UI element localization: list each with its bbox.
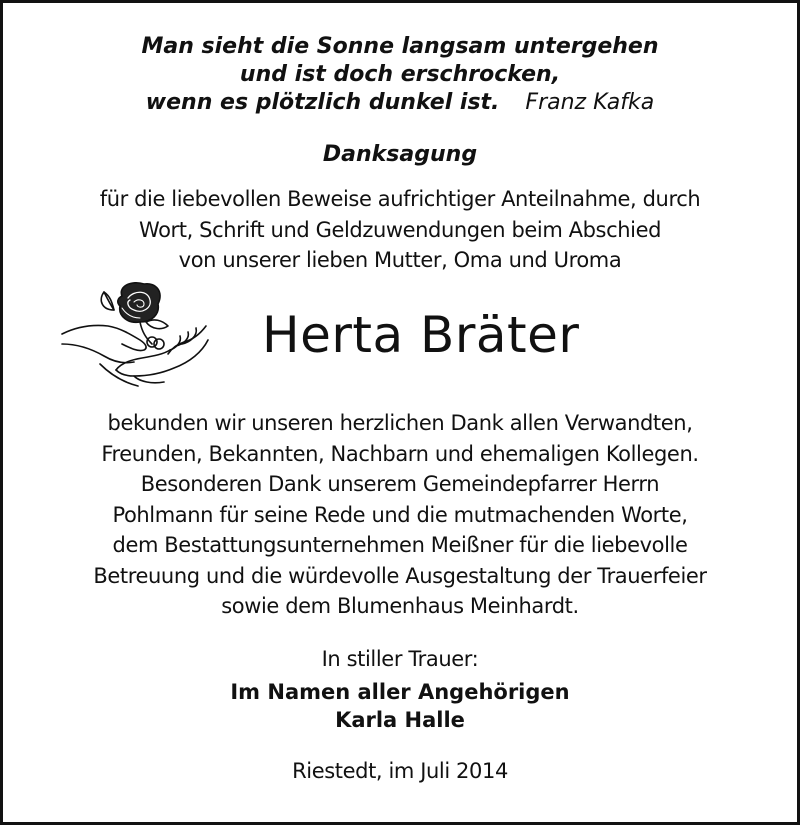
thanks-line-4: Pohlmann für seine Rede und die mutmachenden Worte, [112,502,688,527]
thanks-line-2: Freunden, Bekannten, Nachbarn und ehemaligen Kollegen. [101,441,699,466]
intro-line-2: Wort, Schrift und Geldzuwendungen beim Abschied [138,217,662,242]
thanks-line-6: Betreuung und die würdevolle Ausgestaltung der Trauerfeier [93,563,707,588]
quote-line-2: und ist doch erschrocken, [239,62,561,87]
intro-text [0,184,800,276]
quote-line-3-text: wenn es plötzlich dunkel ist. [145,90,500,115]
rose-in-hands-icon [60,278,210,398]
signatory-name: Karla Halle [335,708,465,732]
quote-line-1: Man sieht die Sonne langsam untergehen [141,34,659,59]
thanks-line-3: Besonderen Dank unserem Gemeindepfarrer Herrn [140,472,660,496]
thanks-line-1: bekunden wir unseren herzlichen Dank allen Verwandten, [107,411,693,435]
place-date: Riestedt, im Juli 2014 [292,759,508,783]
mourning-line: In stiller Trauer: [321,647,479,671]
thanks-line-5: dem Bestattungsunternehmen Meißner für die liebevolle [112,533,688,557]
heading-danksagung: Danksagung [322,142,478,167]
on-behalf-line: Im Namen aller Angehörigen [230,680,570,704]
deceased-name: Herta Bräter [262,306,580,364]
thanks-line-7: sowie dem Blumenhaus Meinhardt. [221,594,579,618]
quote-block [0,33,800,117]
quote-line-3 [0,89,800,117]
quote-author: Franz Kafka [525,90,655,115]
intro-line-1: für die liebevollen Beweise aufrichtiger Anteilnahme, durch [99,187,701,211]
thanks-text [0,408,800,622]
intro-line-3: von unserer lieben Mutter, Oma und Uroma [178,248,622,272]
